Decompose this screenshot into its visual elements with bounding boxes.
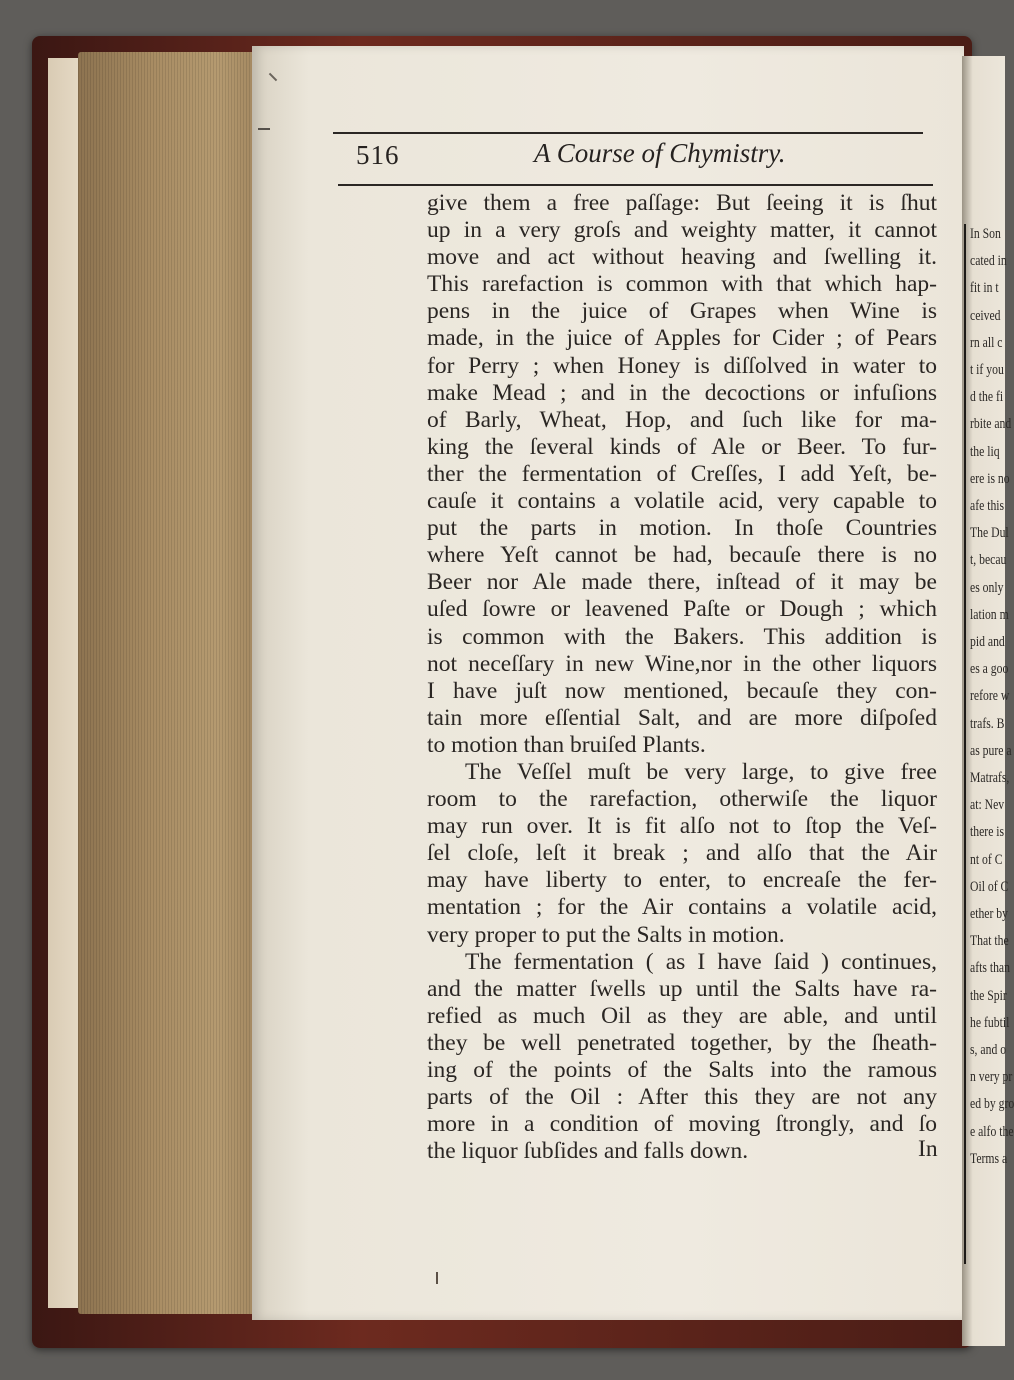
body-text xyxy=(427,190,937,1165)
facing-page-fragment: as pure a xyxy=(970,742,1012,759)
header-rule-top xyxy=(333,132,923,134)
facing-page-fragment: the liq xyxy=(970,443,1000,460)
text-line: room to the rarefaction, otherwiſe the liquor xyxy=(427,786,937,813)
text-line: The Veſſel muſt be very large, to give free xyxy=(465,758,937,785)
text-line: ſel cloſe, leſt it break ; and alſo that the Air xyxy=(427,840,937,867)
facing-page-fragment: s, and o xyxy=(970,1042,1007,1058)
text-line: ther the fermentation of Creſſes, I add Yeſt, be- xyxy=(427,460,937,487)
text-line: uſed ſowre or leavened Paſte or Dough ; which xyxy=(427,596,937,623)
text-line: refied as much Oil as they are able, and until xyxy=(427,1002,937,1029)
text-line: parts of the Oil : After this they are not any xyxy=(427,1084,937,1111)
text-line: of Barly, Wheat, Hop, and ſuch like for ma- xyxy=(427,406,937,433)
facing-page-fragment: afts than xyxy=(970,960,1010,977)
facing-page-fragment: at: Nev xyxy=(970,797,1005,814)
facing-page-fragment: rbite and xyxy=(970,416,1012,433)
text-line: Beer nor Ale made there, inſtead of it may be xyxy=(427,569,937,596)
running-title: A Course of Chymistry. xyxy=(534,138,786,168)
facing-page-fragment: cated in xyxy=(970,253,1007,270)
text-line: king the ſeveral kinds of Ale or Beer. To fur- xyxy=(427,433,937,460)
facing-page-fragment: t, becau xyxy=(970,552,1007,569)
facing-page-fragment: Terms a xyxy=(970,1150,1008,1167)
text-line: they be well penetrated together, by the ſheath- xyxy=(427,1029,937,1056)
facing-page-fragment: n very pr xyxy=(970,1069,1013,1086)
facing-page-fragment: lation m xyxy=(970,606,1009,623)
text-line: more in a condition of moving ſtrongly, and ſo xyxy=(427,1111,937,1138)
text-line: very proper to put the Salts in motion. xyxy=(427,921,785,948)
facing-page-fragment: he fubtil xyxy=(970,1014,1010,1031)
facing-page-fragment: fit in t xyxy=(970,280,999,297)
facing-page-fragment: trafs. B xyxy=(970,715,1005,732)
facing-page-fragment: d the fi xyxy=(970,389,1004,406)
facing-page-fragment: Oil of C xyxy=(970,878,1009,895)
facing-page xyxy=(962,56,1014,1346)
ink-speck xyxy=(436,1272,438,1284)
facing-page-fragment: afe this xyxy=(970,498,1005,514)
text-line: The fermentation ( as I have ſaid ) continues, xyxy=(465,948,937,975)
facing-page-fragment: rn all c xyxy=(970,334,1003,351)
text-line: give them a free paſſage: But ſeeing it is ſhut xyxy=(427,190,937,216)
gutter-shadow xyxy=(964,224,966,1264)
facing-page-fragment: there is xyxy=(970,824,1005,841)
facing-page-fragment: ere is no xyxy=(970,470,1010,487)
catchword: In xyxy=(918,1136,938,1162)
text-line: where Yeſt cannot be had, becauſe there is no xyxy=(427,542,937,569)
text-line: the liquor ſubſides and falls down. xyxy=(427,1138,749,1165)
text-line: mentation ; for the Air contains a volatile acid, xyxy=(427,894,937,921)
page-edges xyxy=(78,52,264,1314)
text-line: move and act without heaving and ſwelling it. xyxy=(427,244,937,271)
text-line: for Perry ; when Honey is diſſolved in water to xyxy=(427,352,937,379)
margin-mark xyxy=(258,128,270,130)
facing-page-fragment: Matrafs, xyxy=(970,770,1010,786)
facing-page-fragment: pid and xyxy=(970,634,1005,650)
header-rule-bottom xyxy=(338,184,933,186)
facing-page-fragment: ether by xyxy=(970,906,1009,922)
text-line: is common with the Bakers. This addition is xyxy=(427,623,937,650)
facing-page-fragment: nt of C xyxy=(970,851,1003,868)
text-line: make Mead ; and in the decoctions or infuſions xyxy=(427,379,937,406)
text-line: and the matter ſwells up until the Salts have ra- xyxy=(427,975,937,1002)
text-line: up in a very groſs and weighty matter, it cannot xyxy=(427,217,937,244)
facing-page-fragment: es a goo xyxy=(970,661,1009,678)
page-number: 516 xyxy=(356,140,400,170)
text-line: ing of the points of the Salts into the ramous xyxy=(427,1057,937,1083)
facing-page-fragment: That the xyxy=(970,933,1009,950)
text-line: may have liberty to enter, to encreaſe the fer- xyxy=(427,867,937,894)
text-line: I have juſt now mentioned, becauſe they con- xyxy=(427,677,937,704)
facing-page-fragment: The Dul xyxy=(970,525,1009,542)
text-line: not neceſſary in new Wine,nor in the other liquors xyxy=(427,650,937,677)
facing-page-fragment: t if you xyxy=(970,362,1004,378)
text-line: to motion than bruiſed Plants. xyxy=(427,731,706,758)
facing-page-fragment: the Spir xyxy=(970,987,1007,1004)
facing-page-fragment: es only xyxy=(970,579,1004,596)
facing-page-fragment: e alfo the xyxy=(970,1123,1014,1140)
facing-page-fragment: refore w xyxy=(970,688,1010,705)
text-line: pens in the juice of Grapes when Wine is xyxy=(427,298,937,325)
text-line: put the parts in motion. In thoſe Countries xyxy=(427,515,937,542)
facing-page-fragment: ceived xyxy=(970,307,1001,324)
text-line: tain more eſſential Salt, and are more diſpoſed xyxy=(427,704,937,731)
text-line: cauſe it contains a volatile acid, very capable to xyxy=(427,488,937,515)
text-line: may run over. It is fit alſo not to ſtop the Veſ- xyxy=(427,813,937,840)
facing-page-fragment: In Son xyxy=(970,226,1001,242)
text-line: made, in the juice of Apples for Cider ; of Pears xyxy=(427,325,937,352)
facing-page-fragment: ed by gro xyxy=(970,1096,1014,1113)
text-line: This rarefaction is common with that which hap- xyxy=(427,271,937,298)
